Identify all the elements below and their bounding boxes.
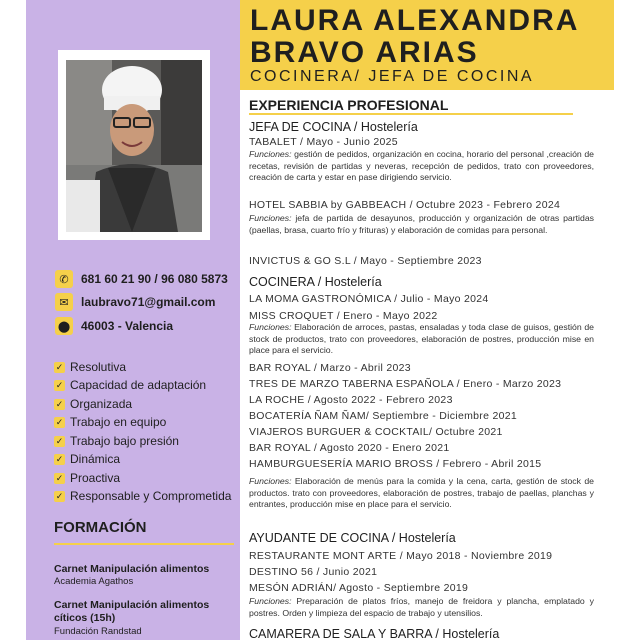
phone-icon: ✆ — [55, 270, 73, 288]
skill-label: Dinámica — [70, 452, 121, 466]
skill-item — [54, 434, 179, 448]
job-entry: BOCATERÍA ÑAM ÑAM/ Septiembre - Diciembre 2021 — [249, 410, 518, 422]
check-icon: ✓ — [55, 472, 64, 483]
experience-group-heading: COCINERA / Hostelería — [249, 275, 382, 289]
skill-label: Proactiva — [70, 471, 121, 485]
job-entry: INVICTUS & GO S.L / Mayo - Septiembre 2023 — [249, 255, 482, 267]
skill-item — [54, 378, 206, 392]
name-line-1: LAURA ALEXANDRA — [250, 4, 580, 37]
job-entry: TABALET / Mayo - Junio 2025 — [249, 136, 398, 148]
description-label: Funciones: — [249, 476, 292, 486]
description-text: jefa de partida de desayunos, producción y organización de otras partidas (paellas, brasa, cuarto frío y frituras) y elaboración de comidas para personal. — [249, 213, 594, 235]
education-item-name: Carnet Manipulación alimentos — [54, 599, 210, 611]
job-entry: HOTEL SABBIA by GABBEACH / Octubre 2023 - Febrero 2024 — [249, 199, 561, 211]
check-icon: ✓ — [55, 398, 64, 409]
location-text: 46003 - Valencia — [81, 319, 174, 333]
description-label: Funciones: — [249, 596, 292, 606]
description-text: Elaboración de menús para la comida y la cena, carta, gestión de stock de productos. trato con proveedores, elaboración de postres, trabajo de paellas, planchas y entrantes, producción mise en place para el servicio. — [249, 476, 594, 509]
skill-item — [54, 415, 166, 429]
skill-item — [54, 452, 120, 466]
education-item-name: Carnet Manipulación alimentos — [54, 563, 210, 575]
description-text: Elaboración de arroces, pastas, ensaladas y toda clase de guisos, gestión de stock de productos, trato con proveedores, elaboración de postres, producción mise en place para el servicio. — [249, 322, 594, 355]
job-entry: VIAJEROS BURGUER & COCKTAIL/ Octubre 2021 — [249, 426, 503, 438]
experience-group-heading: CAMARERA DE SALA Y BARRA / Hostelería — [249, 627, 500, 641]
description-label: Funciones: — [249, 213, 292, 223]
job-entry: LA MOMA GASTRONÓMICA / Julio - Mayo 2024 — [249, 293, 489, 305]
profile-photo-illustration — [66, 60, 202, 232]
skill-label: Responsable y Comprometida — [70, 489, 232, 503]
description-text: gestión de pedidos, organización en cocina, horario del personal ,creación de recetas, revisión de partidas y neveras, recepción de pedidos, trato con proveedores, creación de carta y estar en pase dirigiendo servicio. — [249, 149, 594, 182]
job-entry: MESÓN ADRIÁN/ Agosto - Septiembre 2019 — [249, 582, 469, 594]
skill-label: Organizada — [70, 397, 133, 411]
job-entry: MISS CROQUET / Enero - Mayo 2022 — [249, 310, 438, 322]
description-label: Funciones: — [249, 322, 292, 332]
check-icon: ✓ — [55, 453, 64, 464]
envelope-icon: ✉ — [55, 293, 73, 311]
skill-item — [54, 397, 132, 411]
education-title: FORMACIÓN — [54, 519, 147, 536]
experience-group-heading: AYUDANTE DE COCINA / Hostelería — [249, 531, 456, 545]
job-description — [249, 596, 594, 620]
job-entry: RESTAURANTE MONT ARTE / Mayo 2018 - Noviembre 2019 — [249, 550, 553, 562]
skill-item — [54, 471, 120, 485]
phone-text: 681 60 21 90 / 96 080 5873 — [81, 272, 228, 286]
job-description — [249, 149, 594, 196]
education-item-org: Academia Agathos — [54, 576, 134, 587]
check-icon: ✓ — [55, 379, 64, 390]
check-icon: ✓ — [55, 435, 64, 446]
experience-group-heading: JEFA DE COCINA / Hostelería — [249, 120, 418, 134]
skill-label: Capacidad de adaptación — [70, 378, 207, 392]
skill-item — [54, 360, 126, 374]
contact-location — [55, 317, 173, 335]
job-entry: DESTINO 56 / Junio 2021 — [249, 566, 378, 578]
experience-title: EXPERIENCIA PROFESIONAL — [249, 97, 449, 113]
description-text: Preparación de platos fríos, manejo de freidora y plancha, emplatado y postres. Orden y limpieza del espacio de trabajo y utensilios. — [249, 596, 594, 618]
check-icon: ✓ — [55, 416, 64, 427]
job-role: COCINERA/ JEFA DE COCINA — [250, 68, 535, 85]
contact-phone — [55, 270, 228, 288]
contact-email — [55, 293, 215, 311]
experience-underline — [249, 113, 573, 115]
job-entry: TRES DE MARZO TABERNA ESPAÑOLA / Enero - Marzo 2023 — [249, 378, 562, 390]
job-description — [249, 213, 594, 249]
job-entry: BAR ROYAL / Marzo - Abril 2023 — [249, 362, 411, 374]
skill-item — [54, 489, 231, 503]
check-icon: ✓ — [55, 490, 64, 501]
skill-label: Trabajo en equipo — [70, 415, 167, 429]
job-entry: HAMBURGUESERÍA MARIO BROSS / Febrero - Abril 2015 — [249, 458, 542, 470]
job-entry: LA ROCHE / Agosto 2022 - Febrero 2023 — [249, 394, 453, 406]
profile-photo — [66, 60, 202, 232]
education-underline — [54, 543, 234, 545]
education-item-name: cíticos (15h) — [54, 612, 116, 624]
skill-label: Resolutiva — [70, 360, 127, 374]
job-description — [249, 322, 594, 358]
map-pin-icon: ⬤ — [55, 317, 73, 335]
skill-label: Trabajo bajo presión — [70, 434, 179, 448]
email-text: laubravo71@gmail.com — [81, 295, 216, 309]
job-description — [249, 476, 594, 524]
education-item-org: Fundación Randstad — [54, 626, 142, 637]
name-line-2: BRAVO ARIAS — [250, 36, 479, 69]
description-label: Funciones: — [249, 149, 292, 159]
check-icon: ✓ — [55, 361, 64, 372]
job-entry: BAR ROYAL / Agosto 2020 - Enero 2021 — [249, 442, 450, 454]
